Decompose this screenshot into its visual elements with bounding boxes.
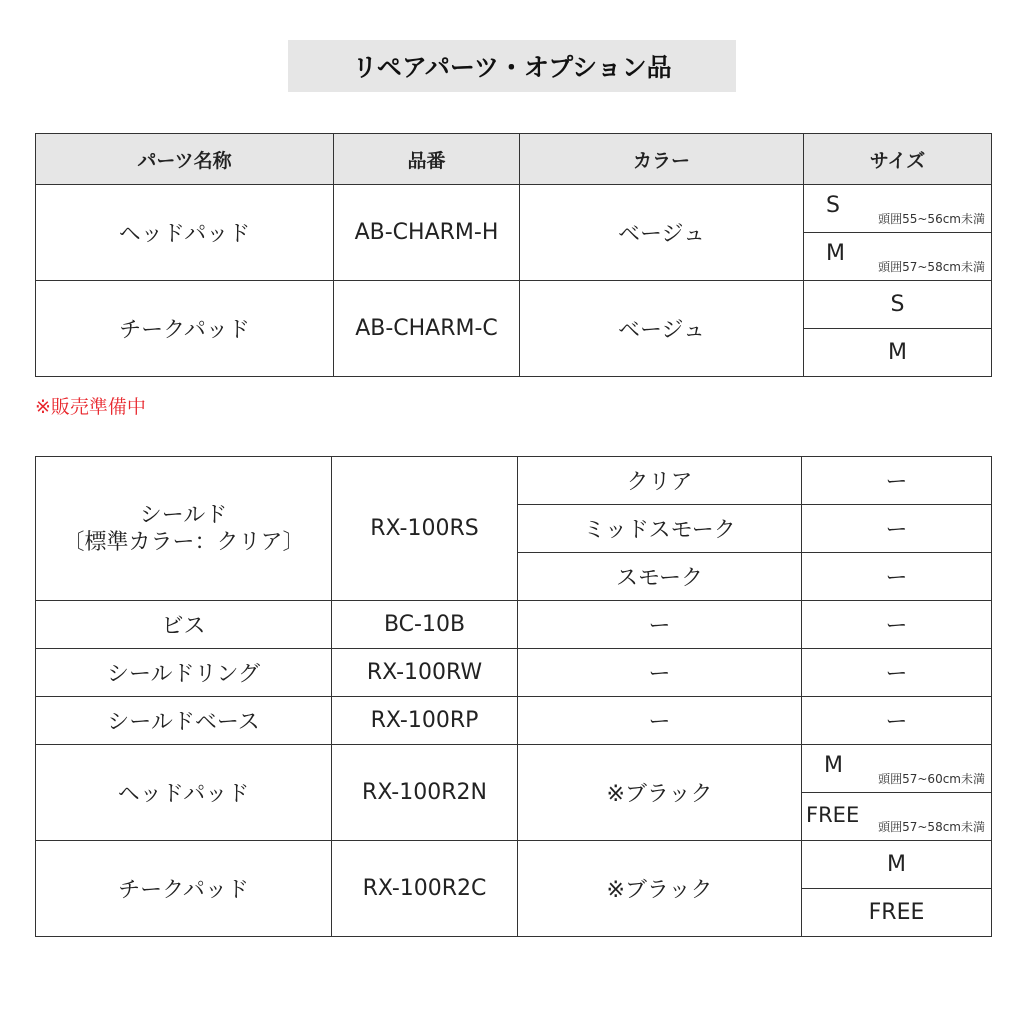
table-header-row — [36, 134, 992, 185]
color-cell: スモーク — [518, 553, 802, 601]
size-cell — [802, 745, 992, 793]
size-value: M — [824, 753, 843, 778]
color-cell: ベージュ — [520, 281, 804, 377]
repair-parts-table — [35, 133, 992, 377]
part-number-cell: RX-100RW — [332, 649, 518, 697]
size-cell: ー — [802, 553, 992, 601]
size-cell: ー — [802, 457, 992, 505]
color-cell: ー — [518, 601, 802, 649]
table-row — [36, 601, 992, 649]
size-cell: ー — [802, 601, 992, 649]
table-row — [36, 281, 992, 329]
header-part-number: 品番 — [334, 134, 520, 185]
option-parts-table — [35, 456, 992, 937]
notice-text: ※販売準備中 — [35, 396, 146, 418]
table-row — [36, 841, 992, 889]
size-cell — [804, 233, 992, 281]
shield-standard-color: 〔標準カラー：クリア〕 — [62, 529, 305, 555]
size-cell: M — [802, 841, 992, 889]
color-cell: ー — [518, 697, 802, 745]
table-row — [36, 697, 992, 745]
size-cell: S — [804, 281, 992, 329]
size-cell: ー — [802, 505, 992, 553]
size-note: 頭囲57~60cm未満 — [878, 772, 985, 786]
part-number-cell: RX-100R2N — [332, 745, 518, 841]
part-number-cell: RX-100R2C — [332, 841, 518, 937]
color-cell: クリア — [518, 457, 802, 505]
part-number-cell: AB-CHARM-H — [334, 185, 520, 281]
part-number-cell: RX-100RP — [332, 697, 518, 745]
part-name-cell: ヘッドパッド — [36, 185, 334, 281]
color-cell: ー — [518, 649, 802, 697]
size-cell: ー — [802, 649, 992, 697]
table-row — [36, 649, 992, 697]
part-number-cell: AB-CHARM-C — [334, 281, 520, 377]
size-cell — [804, 185, 992, 233]
color-cell: ※ブラック — [518, 745, 802, 841]
size-cell — [802, 793, 992, 841]
size-cell: M — [804, 329, 992, 377]
part-name-cell — [36, 457, 332, 601]
part-name-cell: ヘッドパッド — [36, 745, 332, 841]
part-name-cell: ビス — [36, 601, 332, 649]
size-value: FREE — [806, 803, 860, 827]
size-cell: ー — [802, 697, 992, 745]
header-part-name: パーツ名称 — [36, 134, 334, 185]
page-title: リペアパーツ・オプション品 — [288, 40, 736, 92]
table-row — [36, 457, 992, 505]
color-cell: ベージュ — [520, 185, 804, 281]
header-color: カラー — [520, 134, 804, 185]
shield-name: シールド — [139, 502, 228, 528]
header-size: サイズ — [804, 134, 992, 185]
color-cell: ミッドスモーク — [518, 505, 802, 553]
size-note: 頭囲57~58cm未満 — [878, 820, 985, 834]
part-name-cell: チークパッド — [36, 281, 334, 377]
size-note: 頭囲57~58cm未満 — [878, 260, 985, 274]
size-note: 頭囲55~56cm未満 — [878, 212, 985, 226]
part-name-cell: シールドリング — [36, 649, 332, 697]
size-value: M — [826, 241, 845, 266]
size-cell: FREE — [802, 889, 992, 937]
color-cell: ※ブラック — [518, 841, 802, 937]
size-value: S — [826, 193, 840, 218]
part-name-cell: チークパッド — [36, 841, 332, 937]
table-row — [36, 745, 992, 793]
part-name-cell: シールドベース — [36, 697, 332, 745]
part-number-cell: RX-100RS — [332, 457, 518, 601]
part-number-cell: BC-10B — [332, 601, 518, 649]
table-row — [36, 185, 992, 233]
